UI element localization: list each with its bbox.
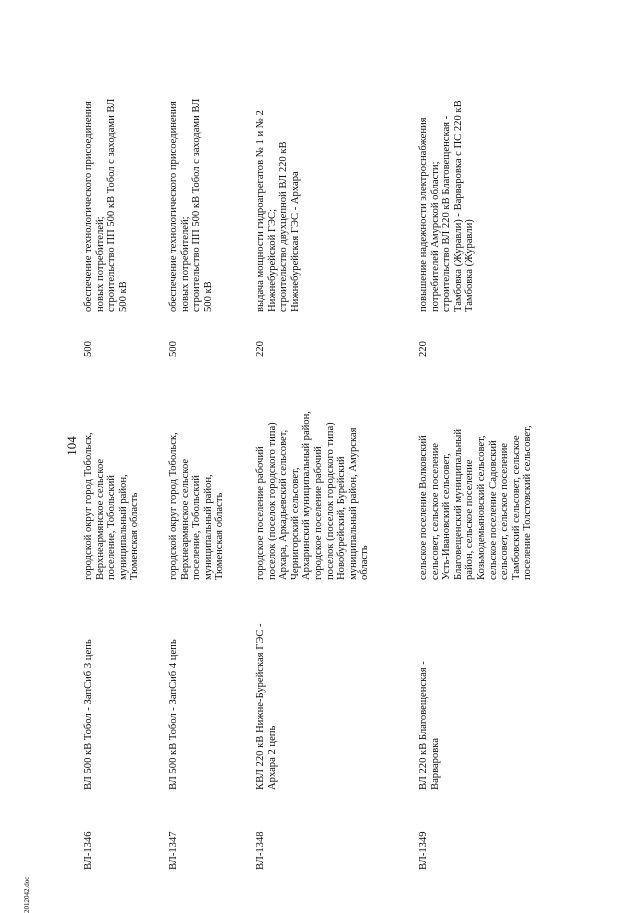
line-id: ВЛ-1347 <box>168 831 179 870</box>
line-purpose: повышение надежности электроснабжения потребителей Амурской области; строительство ВЛ 220 кВ Благовещенская - Тамбовка (Журавли) - Варваровка с ПС 220 кВ Тамбовка (Журавли) <box>418 100 476 312</box>
line-name: ВЛ 500 кВ Тобол - ЗапСиб 4 цепь <box>168 639 179 790</box>
line-name: ВЛ 220 кВ Благовещенская - Варваровка <box>418 661 441 790</box>
line-location: городской округ город Тобольск, Верхнеармянское сельское поселение, Тобольский муниципальный район, Тюменская область <box>83 432 141 580</box>
line-location: городское поселение рабочий поселок (поселок городского типа) Архара, Аркадьевский сельсовет, Чернигорский сельсовет, Архаринский муниципальный район, городское поселение рабочий поселок (поселок городского типа) Новобурейский, Бурейский муниципальный район, Амурская область <box>255 411 371 580</box>
line-purpose: обеспечение технологического присоединения новых потребителей; строительство ПП 500 кВ Тобол с заходами ВЛ 500 кВ <box>83 98 129 312</box>
line-purpose: выдача мощности гидроагрегатов № 1 и № 2 Нижнебурейской ГЭС; строительство двухцепной ВЛ 220 кВ Нижнебурейская ГЭС - Архара <box>255 110 301 312</box>
line-id: ВЛ-1346 <box>83 831 94 870</box>
line-voltage: 500 <box>83 341 94 357</box>
line-name: ВЛ 500 кВ Тобол - ЗапСиб 3 цепь <box>83 639 94 790</box>
line-location: сельское поселение Волковский сельсовет, сельское поселение Усть-Ивановский сельсовет, Благовещенский муниципальный район, сельское поселение Козьмодемьяновский сельсовет, сельское поселение Садовский сельсовет, сельское поселение Тамбовский сельсовет, сельское поселение Толстовский сельсовет, <box>418 425 534 580</box>
line-purpose: обеспечение технологического присоединения новых потребителей; строительство ПП 500 кВ Тобол с заходами ВЛ 500 кВ <box>168 98 214 312</box>
line-voltage: 500 <box>168 341 179 357</box>
line-location: городской округ город Тобольск, Верхнеармянское сельское поселение, Тобольский муниципальный район, Тюменская область <box>168 432 226 580</box>
page-number: 104 <box>64 436 79 456</box>
document-footer: 2012042.doc <box>23 876 31 913</box>
line-name: КВЛ 220 кВ Нижне-Бурейская ГЭС - Архара 2 цепь <box>255 623 278 790</box>
line-voltage: 220 <box>255 341 266 357</box>
line-voltage: 220 <box>418 341 429 357</box>
line-id: ВЛ-1349 <box>418 831 429 870</box>
line-id: ВЛ-1348 <box>255 831 266 870</box>
